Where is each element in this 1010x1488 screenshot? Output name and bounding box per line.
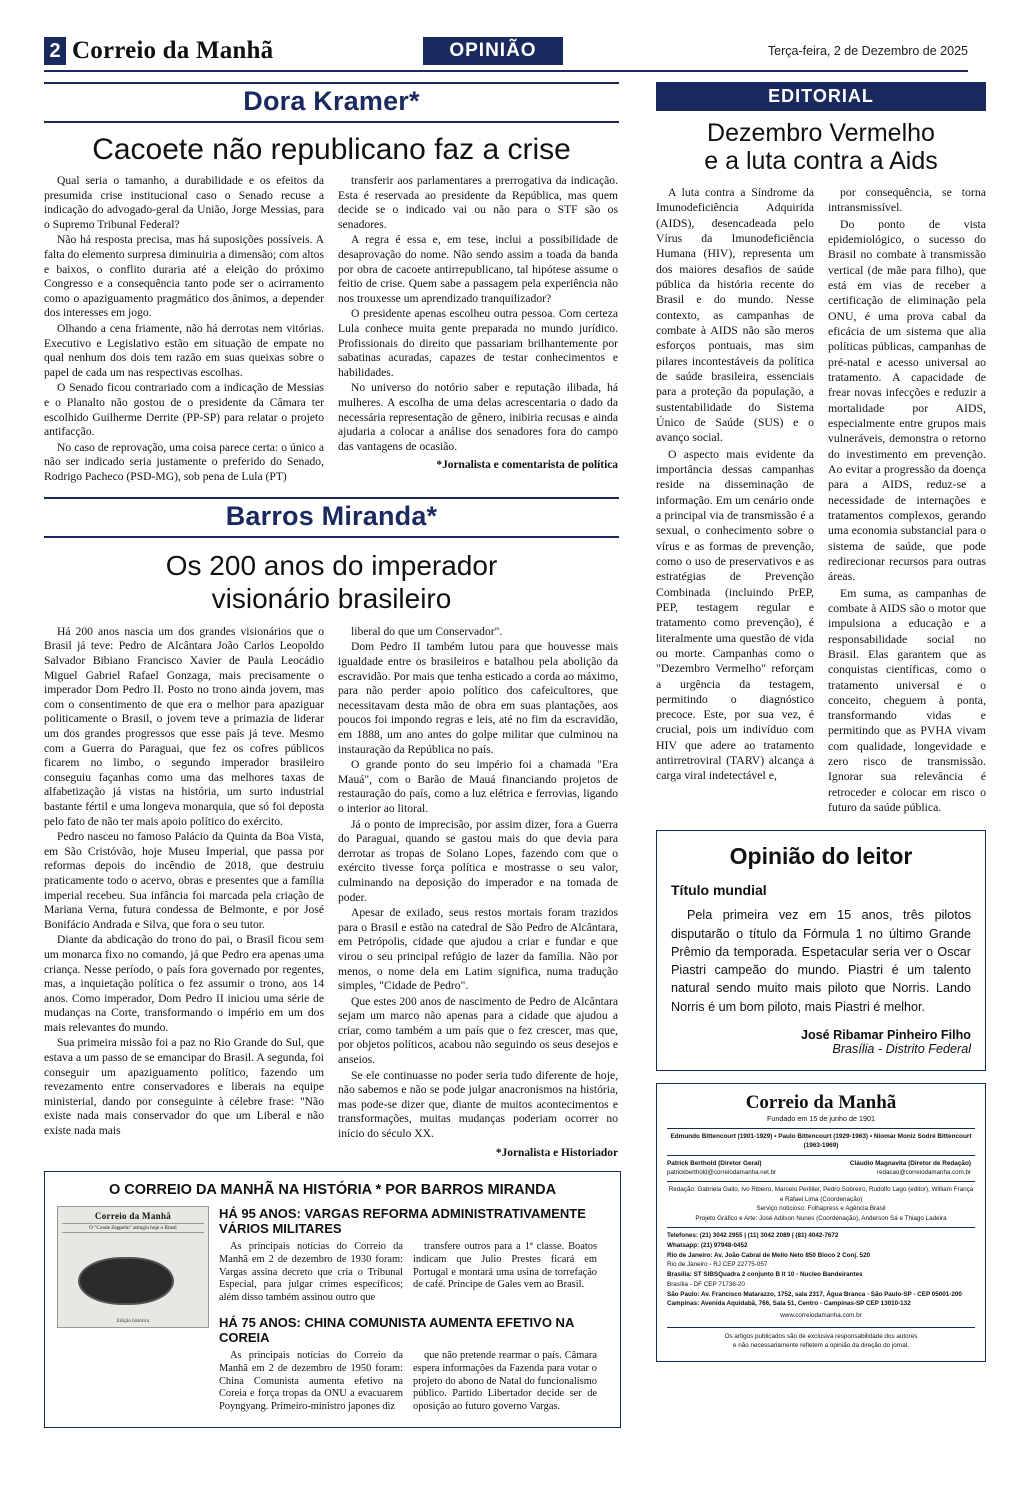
- byline-container: [44, 497, 619, 538]
- graphics-credits: Projeto Gráfico e Arte: José Adilson Nunes (Coordenação), Anderson Sá e Thiago Ladeira: [695, 1214, 947, 1222]
- expediente-disclaimer: [667, 1327, 975, 1351]
- reader-opinion-title: Opinião do leitor: [729, 843, 913, 870]
- website-url[interactable]: www.correiodamanha.com.br: [780, 1312, 862, 1320]
- section-tag: OPINIÃO: [423, 37, 562, 65]
- address-brasilia-2: Brasília - DF CEP 71736-20: [667, 1280, 745, 1288]
- paragraph: O aspecto mais evidente da importância dessas campanhas reside na disseminação de informação. Em um cenário onde a principal via de transmissão é a sexual, o conhecimento sobre o vírus e as formas de prevenção, como o uso de preservativos e as estratégias de Prevenção Combinada (incluindo PrEP, PEP, testagem regular e tratamento como prevenção), é literalmente uma questão de vida ou morte. Campanhas como o "Dezembro Vermelho" reforçam a urgência da testagem, permitindo o diagnóstico precoce. Este, por sua vez, é crucial, pois um indivíduo com HIV que adere ao tratamento antirretroviral (TARV) alcança a carga viral indetectável e,: [656, 446, 814, 783]
- paragraph: que não pretende rearmar o país. Câmara espera informações da Fazenda para votar o projeto do abono de Natal do funcionalismo público. Partido Libertador decide ser de oposição ao futuro governo Vargas.: [413, 1350, 597, 1413]
- paper-name: Correio da Manhã: [72, 37, 274, 64]
- historia-item-columns: [219, 1241, 608, 1305]
- historic-caption: Edição histórica: [116, 1318, 150, 1324]
- paragraph: No caso de reprovação, uma coisa parece certa: o único a não ser indicado seria justamente o preferido do Senado, Rodrigo Pacheco (PSD-MG), sob pena de Lula (PT): [44, 440, 324, 483]
- article-columns: [44, 625, 619, 1159]
- whatsapp: Whatsapp: (21) 97948-0452: [667, 1241, 748, 1249]
- redacao-email: redacao@correiodamanha.com.br: [877, 1168, 971, 1176]
- director-email: patrickberthold@correiodamanha.net.br: [667, 1168, 777, 1176]
- paragraph: Do ponto de vista epidemiológico, o sucesso do Brasil no combate à transmissão vertical (de mãe para filho), que está em vias de receber a certificação de eliminação pela ONU, é uma prova cabal da eficácia de um sistema que alia políticas públicas, campanhas de pré-natal e acesso universal ao tratamento. A capacidade de frear novas infecções e reduzir a mortalidade por AIDS, especialmente entre grupos mais vulneráveis, demonstra o retorno do investimento em prevenção. Ao evitar a progressão da doença para a AIDS, reduz-se a necessidade de internações e tratamentos complexos, gerando uma economia substancial para o sistema de saúde, que pode redirecionar recursos para outras áreas.: [828, 216, 986, 584]
- historia-title-suffix: * POR BARROS MIRANDA: [375, 1181, 557, 1198]
- paragraph: transfere outros para a 1ª classe. Boatos indicam que Julio Prestes ficará em Portugal e montará uma usina de torrefação de café. Príncipe de Gales vem ao Brasil.: [413, 1241, 597, 1291]
- left-column: [44, 82, 619, 1428]
- historia-title: [57, 1182, 608, 1198]
- paragraph: Qual seria o tamanho, a durabilidade e os efeitos da presumida crise institucional caso o Senado recuse a indicação do advogado-geral da União, Jorge Messias, para o Supremo Tribunal Federal?: [44, 174, 324, 231]
- paragraph: Se ele continuasse no poder seria tudo diferente de hoje, não sabemos e não se pode julgar anacronismos na história, mas pode-se dizer que, diante de muitos acontecimentos e transformações, muitas mudanças poderiam ocorrer no início do século XX.: [338, 1068, 618, 1141]
- historia-item-columns: [219, 1350, 608, 1414]
- paragraph: A luta contra a Síndrome da Imunodeficiência Adquirida (AIDS), desencadeada pelo Vírus da Imunodeficiência Humana (HIV), representa um dos maiores desafios de saúde pública da história recente do Brasil e do mundo. Nesse contexto, as campanhas de combate à AIDS não são meros esforços pontuais, mas sim pilares incontestáveis da política de saúde brasileira, essenciais para a proteção da população, a sustentabilidade do Sistema Único de Saúde (SUS) e o avanço social.: [656, 185, 814, 445]
- expediente-director-general: [667, 1159, 815, 1178]
- address-saopaulo: São Paulo: Av. Francisco Matarazzo, 1752, sala 2317, Água Branca - São Paulo-SP - CEP 05001-200: [667, 1290, 962, 1298]
- article-signature: *Jornalista e Historiador: [495, 1146, 618, 1159]
- right-column: [656, 82, 986, 1428]
- paragraph: liberal do que um Conservador".: [351, 624, 503, 638]
- historia-box: [44, 1171, 621, 1428]
- paragraph: Dom Pedro II também lutou para que houvesse mais igualdade entre os brasileiros e batalhou pela abolição da escravidão. Por mais que tenha esticado a corda ao máximo, para não perder apoio político dos cafeicultores, que necessitavam desta mão de obra em suas plantações, aos poucos foi impondo regras e leis, até no fim da escravidão, em 1888, um ano antes do golpe militar que culminou na instauração da República no país.: [338, 640, 618, 756]
- paragraph: por consequência, se torna intransmissível.: [828, 185, 986, 215]
- address-rio: Rio de Janeiro: Av. João Cabral de Mello Neto 850 Bloco 2 Conj. 520: [667, 1251, 871, 1259]
- historia-col-2: [413, 1350, 597, 1414]
- paragraph: No universo do notório saber e reputação ilibada, há mulheres. A escolha de uma delas acrescentaria o dado da necessária representação de gênero, inibiria recusas e ainda ajudaria a colocar a análise dos senadores fora do campo das vantagens de ocasião.: [338, 381, 618, 453]
- reader-opinion-body: Pela primeira vez em 15 anos, três pilotos disputarão o título da Fórmula 1 no último Grande Prêmio da temporada. Espetacular seria ver o Oscar Piastri campeão do mundo. Piastri é um talento natural sendo muito mais piloto que Norris. Lando Norris é um bom piloto, mais Piastri é melhor.: [671, 908, 971, 1014]
- article-dora-kramer: [44, 82, 619, 485]
- paragraph: Olhando a cena friamente, não há derrotas nem vitórias. Executivo e Legislativo estão em situação de empate no qual nenhum dos dois tem razão em suas queixas sobre o papel de cada um nas respectivas escolhas.: [44, 321, 324, 379]
- expediente-founded: Fundado em 15 de junho de 1901: [767, 1113, 875, 1123]
- paragraph: O presidente apenas escolheu outra pessoa. Com certeza Lula conhece muita gente preparada no mundo jurídico. Profissionais do direito que passariam brilhantemente por sabatinas acuradas, capazes de testar conhecimentos e habilidades.: [338, 307, 618, 379]
- paragraph: As principais notícias do Correio da Manhã em 2 de dezembro de 1950 foram: China Comunista aumenta efetivo na Coreia e força tropas da ONU a evacuarem Poyngyang. Primeiro-ministro japones diz: [219, 1350, 403, 1413]
- article-column-1: [44, 174, 324, 485]
- article-barros-miranda: [44, 497, 619, 1158]
- headline-line-2: visionário brasileiro: [211, 582, 452, 614]
- editorial-column-1: [656, 185, 814, 816]
- article-signature: *Jornalista e comentarista de política: [436, 459, 618, 472]
- editorial-headline-line-1: Dezembro Vermelho: [707, 119, 935, 147]
- address-campinas: Campinas: Avenida Aquidabã, 766, Sala 51, Centro - Campinas-SP CEP 13010-132: [667, 1300, 911, 1308]
- historic-masthead: Correio da Manhã: [94, 1210, 172, 1221]
- page-number: 2: [44, 37, 66, 65]
- paragraph: A regra é essa e, em tese, inclui a possibilidade de desaprovação do nome. Não sendo assim a toada da banda por obra de cacoete antirrepublicano, tal hipótese assume o feitio de crise. Quem sabe a passagem pela experiência não nos trouxesse um aprendizado tranquilizador?: [338, 233, 618, 305]
- historic-front-page-image: [57, 1206, 209, 1328]
- editorial-column-2: [828, 185, 986, 816]
- editorial-headline: [656, 119, 986, 175]
- director-name: Patrick Berthold (Diretor Geral): [667, 1159, 762, 1167]
- paragraph: Não há resposta precisa, mas há suposições possíveis. A falta do elemento surpresa diminuiria a dimensão; com altos e baixos, o conflito duraria até a eleição do próximo Congresso e a consequência tanto pode ser o acirramento como o apaziguamento pragmático dos ânimos, a depender dos interesses em jogo.: [44, 233, 324, 320]
- news-services: Serviço noticioso: Folhapress e Agência Brasil: [756, 1205, 886, 1213]
- issue-date: Terça-feira, 2 de Dezembro de 2025: [767, 44, 968, 58]
- phones: Telefones: (21) 3042 2955 | (11) 3042 2089 | (81) 4042-7672: [667, 1232, 839, 1240]
- historia-col-2: [413, 1241, 597, 1305]
- staff-list: Redação: Gabriela Gallo, Ivo Ribeiro, Marcelo Perillier, Pedro Sobreiro, Rudolfo Lago (editor), William França e Rafael Lima (Coordenação): [668, 1186, 974, 1203]
- historia-title-main: O CORREIO DA MANHÃ NA HISTÓRIA: [108, 1181, 372, 1198]
- reader-opinion-author: José Ribamar Pinheiro Filho: [800, 1027, 971, 1042]
- paragraph: As principais notícias do Correio da Manhã em 2 de dezembro de 1930 foram: Vargas assina decreto que cria o Tribunal Especial, para julgar crimes específicos; além disso também assinou outro que: [219, 1241, 403, 1304]
- paragraph: Pedro nasceu no famoso Palácio da Quinta da Boa Vista, em São Cristóvão, hoje Museu Imperial, que passa por reformas depois do incêndio de 2018, que destruiu praticamente todo o acervo, obras e presentes que a família imperial recebeu. Sua infância foi marcada pela criação de Mariana Verna, futura condessa de Belmonte, e por José Bonifácio Andrada e Silva, que fora o seu tutor.: [44, 830, 324, 931]
- paragraph: Em suma, as campanhas de combate à AIDS são o motor que impulsiona a educação e a responsabilidade social no Brasil. Elas garantem que as conquistas científicas, como o tratamento universal e o conceito, cheguem à ponta, transformando vidas e permitindo que as PVHA vivam com qualidade, longevidade e zero risco de transmissão. Ignorar sua relevância é retroceder e colocar em risco o futuro da saúde pública.: [828, 585, 986, 815]
- article-byline: Barros Miranda*: [225, 501, 438, 532]
- paragraph: Há 200 anos nascia um dos grandes visionários que o Brasil já teve: Pedro de Alcântara João Carlos Leopoldo Salvador Bibiano Francisco Xavier de Paula Leocádio Miguel Gabriel Rafael Gonzaga, mais precisamente o imperador Dom Pedro II. Posto no trono ainda jovem, mas com o consentimento de que era o melhor para apaziguar politicamente o Brasil, o jovem teve a primazia de liderar um dos grandes progressos que esse país já teve. Mesmo com a Guerra do Paraguai, que fez os cofres públicos ficarem no limbo, o segundo imperador brasileiro conseguiu façanhas como uma das melhores taxas de alfabetização já vistas na história, um surto industrial bastante fértil e uma longeva monarquia, que só foi deposta pelo fato de não ter mais apoio político do exército.: [44, 624, 324, 828]
- historia-item-heading: HÁ 75 ANOS: CHINA COMUNISTA AUMENTA EFETIVO NA COREIA: [219, 1314, 574, 1346]
- paragraph: Diante da abdicação do trono do pai, o Brasil ficou sem um monarca fixo no comando, já que Pedro era apenas uma criança. Nesse período, o país fora governado por regentes, mas, a inquietação política o fez assumir o trono, aos 14 anos. Como imperador, Dom Pedro II iniciou uma série de mudanças na Corte, transformando o império em um dos mais relevantes do mundo.: [44, 933, 324, 1034]
- historia-col-1: [219, 1350, 403, 1414]
- paragraph: Sua primeira missão foi a paz no Rio Grande do Sul, que estava a um passo de se emancipar do Brasil. A segunda, foi conseguir um apaziguamento político, fazendo um revezamento entre conservadores e liberais na equipe ministerial, dando por conseguinte à célebre frase: "Não existe nada mais conservador do que um Liberal e não existe nada mais: [44, 1036, 324, 1138]
- article-columns: [44, 174, 619, 485]
- byline-container: [44, 82, 619, 123]
- redacao-name: Cláudio Magnavita (Diretor de Redação): [849, 1159, 971, 1167]
- paragraph: Que estes 200 anos de nascimento de Pedro de Alcântara sejam um marco não apenas para a cidade que ajudou a criar, como também a um país que o fez crescer, mas que, por objetos políticos, acabou não seguindo os seus desejos e anseios.: [338, 994, 618, 1067]
- expediente-directors: [667, 1155, 975, 1178]
- masthead: [44, 34, 968, 72]
- historic-headline: O "Conde Zeppelin" attingiu hoje o Brasil: [62, 1223, 204, 1233]
- article-column-2: [338, 625, 618, 1159]
- historia-inner: [57, 1206, 608, 1415]
- paragraph: Apesar de exilado, seus restos mortais foram trazidos para o Brasil e estão na catedral de São Pedro de Alcântara, em Petrópolis, cidade que ajudou a criar e fundar e que virou o seu principal refúgio de lazer da família. Não por menos, o nome dela em Latim significa, numa tradução simples, "Cidade de Pedro".: [338, 906, 618, 993]
- editorial-columns: [656, 185, 986, 816]
- reader-opinion-place: Brasília - Distrito Federal: [832, 1041, 971, 1056]
- editorial-tag: EDITORIAL: [656, 82, 986, 111]
- newspaper-page: [44, 34, 986, 1454]
- expediente-box: [656, 1083, 986, 1362]
- reader-opinion-box: [656, 830, 986, 1071]
- disclaimer-line-1: Os artigos publicados são de exclusiva responsabilidade dos autores: [724, 1332, 918, 1340]
- historia-col-1: [219, 1241, 403, 1305]
- paragraph: O grande ponto do seu império foi a chamada "Era Mauá", com o Barão de Mauá financiando projetos de restauração do país, como a luz elétrica e ferrovias, ligando o interior ao litoral.: [338, 758, 618, 815]
- disclaimer-line-2: e não necessariamente refletem a opinião da direção do jornal.: [732, 1342, 910, 1350]
- zeppelin-photo: [80, 1259, 172, 1303]
- historia-item-2: [219, 1315, 608, 1415]
- article-byline: Dora Kramer*: [243, 86, 420, 116]
- expediente-paper-name: Correio da Manhã: [745, 1091, 897, 1113]
- expediente-founders: Edmundo Bittencourt (1901-1929) • Paulo Bittencourt (1929-1963) • Niomar Moniz Sodré Bittencourt (1963-1969): [667, 1128, 975, 1151]
- article-column-1: [44, 625, 324, 1159]
- editorial: [656, 82, 986, 816]
- article-headline: [44, 550, 619, 614]
- content-area: [44, 82, 986, 1428]
- paragraph: Já o ponto de imprecisão, por assim dizer, fora a Guerra do Paraguai, quando se gastou mais do que devia para derrotar as tropas de Solano Lopes, fazendo com que o exército tivesse força política e mostrasse o seu valor, culminando na deposição do imperador e na tomada de poder.: [338, 817, 618, 904]
- paragraph: O Senado ficou contrariado com a indicação de Messias e o Planalto não gostou de o presidente da Câmara ter escolhido Guilherme Derrite (PP-SP) para relatar o projeto antifacção.: [44, 381, 324, 439]
- reader-opinion-subtitle: Título mundial: [671, 882, 767, 899]
- address-brasilia: Brasília: ST SIBSQuadra 2 conjunto B lt 10 - Nucleo Bandeirantes: [667, 1271, 863, 1279]
- expediente-director-redacao: [823, 1159, 971, 1178]
- historia-item-heading: HÁ 95 ANOS: VARGAS REFORMA ADMINISTRATIVAMENTE VÁRIOS MILITARES: [219, 1205, 586, 1236]
- article-headline: Cacoete não republicano faz a crise: [92, 133, 571, 166]
- expediente-staff-block: [667, 1181, 975, 1223]
- editorial-headline-line-2: e a luta contra a Aids: [704, 147, 938, 175]
- paragraph: transferir aos parlamentares a prerrogativa da indicação. Esta é reservada ao presidente da República, mas quem decide se o indicado vai ou não para o STF são os senadores.: [338, 174, 618, 231]
- historia-item-1: [219, 1206, 608, 1306]
- historia-text: [219, 1206, 608, 1415]
- expediente-contacts: [667, 1227, 975, 1321]
- article-column-2: [338, 174, 618, 485]
- address-rio-2: Rio de Janeiro - RJ CEP 22775-057: [667, 1261, 768, 1269]
- headline-line-1: Os 200 anos do imperador: [165, 550, 498, 582]
